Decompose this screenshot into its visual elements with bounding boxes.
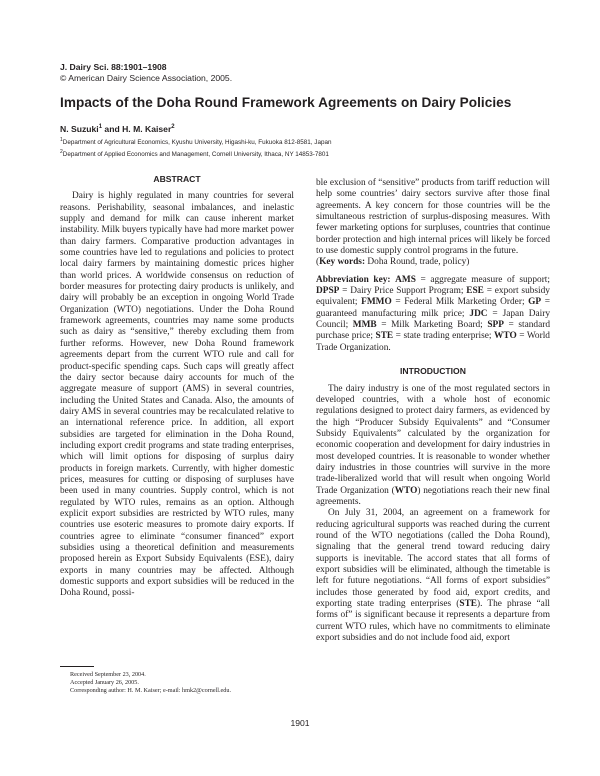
article-title: Impacts of the Doha Round Framework Agreements on Dairy Policies: [60, 95, 512, 110]
abbr-def: export subsidy equivalent: [316, 286, 550, 308]
text-run: ). The phrase “all forms of” is significant because it represents a departure from current WTO rules, which have no commitments to eliminate export subsidies and do not include food aid, export: [316, 599, 551, 644]
corresponding-author: Corresponding author: H. M. Kaiser; e-mail: hmk2@cornell.edu.: [70, 686, 232, 694]
text-run: ) negotiations reach their new final agreements.: [316, 485, 550, 507]
text-run: On July 31, 2004, an agreement on a framework for reducing agricultural supports was reached during the current round of the WTO negotiations (called the Doha Round), signaling that the general trend toward reducing dairy supports is inevitable. The accord states that all forms of export subsidies will be eliminated, although the timetable is left for future negotiations. “All forms of export subsidies” includes those generated by food aid, export credits, and exporting state trading enterprises (: [316, 508, 550, 610]
footnotes: [70, 671, 231, 694]
abbr-def: standard purchase price: [316, 320, 551, 342]
author-affiliation-marker: 2: [171, 124, 175, 131]
abbr-term: FMMO: [361, 297, 392, 308]
abbr-term: SPP: [487, 320, 504, 331]
author-name: N. Suzuki: [60, 124, 99, 134]
abstract-text-right: ble exclusion of “sensitive” products from tariff reduction will help some countries’ dairy sectors survive after those final agreements. A key concern for those countries will be the simultaneous restriction of surplus-disposing measures. With fewer marketing options for surpluses, countries that continue border protection and high internal prices will likely be forced to use domestic supply control programs in the future.: [316, 178, 550, 257]
abbr-def: Dairy Price Support Program: [350, 286, 461, 297]
abstract-text-left: Dairy is highly regulated in many countries for several reasons. Perishability, seasonal imbalances, and inelastic supply and demand for milk can cause inherent market instability. Milk buyers typically have had more market power than dairy farmers. Comparative production advantages in some countries have led to regulations and policies to protect local dairy farmers by maintaining domestic prices higher than world prices. A worldwide consensus on reduction of border measures for protecting dairy products is unlikely, and dairy will probably be an exception in ongoing World Trade Organization (WTO) negotiations. Under the Doha Round framework agreements, countries may name some products such as dairy as “sensitive,” thereby excluding them from further reforms. However, new Doha Round framework agreements depart from the current WTO rule and call for product-specific spending caps. Such caps will greatly affect the dairy sector because dairy accounts for much of the aggregate measure of support (AMS) in several countries, including the United States and Canada. Also, the amounts of dairy AMS in several countries may be recalculated relative to an international reference price. In addition, all export subsidies are targeted for elimination in the Doha Round, including export credit programs and state trading enterprises, which will limit options for disposing of surplus dairy products in foreign markets. Currently, with higher domestic prices, measures for cutting or disposing of surpluses have been used in many countries. Supply control, which is not regulated by WTO rules, remains as an option. Although explicit export subsidies are restricted by WTO rules, many countries use esoteric measures to promote dairy exports. If countries agree to eliminate “consumer financed” export subsidies using a theoretical definition and measurements proposed herein as Export Subsidy Equivalents (ESE), dairy exports in many countries may be affected. Although domestic supports and export subsidies will be reduced in the Doha Round, possi-: [60, 191, 294, 599]
keywords-line: (Key words: Doha Round, trade, policy): [316, 257, 470, 268]
abbr-def: Federal Milk Marketing Order: [404, 297, 522, 308]
right-column: [316, 178, 550, 644]
accepted-date: Accepted January 26, 2005.: [70, 678, 139, 686]
affiliation-text: Department of Agricultural Economics, Kyushu University, Higashi-ku, Fukuoka 812-8581, Japan: [62, 139, 332, 147]
abstract-heading: ABSTRACT: [153, 174, 201, 184]
affiliation-marker: 1: [60, 137, 63, 143]
abbr-term: MMB: [352, 320, 377, 331]
author-joiner: and: [102, 124, 123, 134]
introduction-heading: INTRODUCTION: [400, 366, 466, 377]
abbr-term: JDC: [469, 308, 488, 319]
affiliation-1: [60, 136, 331, 148]
received-date: Received September 23, 2004.: [70, 671, 146, 678]
abbr-term: GP: [528, 297, 542, 308]
abbr-def: Milk Marketing Board: [391, 320, 481, 331]
abbr-term: STE: [459, 599, 478, 610]
keywords-values: Doha Round, trade, policy: [367, 257, 467, 268]
affiliation-marker: 2: [60, 148, 63, 155]
author-affiliation-marker: 1: [98, 124, 103, 131]
page-number: 1901: [290, 718, 310, 728]
text-run: The dairy industry is one of the most regulated sectors in developed countries, with a whole host of economic regulations designed to protect dairy farmers, as evidenced by the high “Producer Subsidy Equivalents” and “Consumer Subsidy Equivalents” calculated by the organization for economic cooperation and development for dairy industries in most developed countries. It is reasonable to wonder whether dairy industries in those countries will survive in the more trade-liberalized world that will result when ongoing World Trade Organization (: [316, 383, 550, 496]
introduction-paragraph-1: [316, 384, 550, 509]
abbr-def: state trading enterprise: [403, 331, 489, 342]
author-list: [60, 124, 175, 134]
abbr-def: guaranteed manufacturing milk price: [316, 308, 462, 319]
introduction-paragraph-2: [316, 508, 550, 644]
journal-citation: J. Dairy Sci. 88:1901–1908: [60, 62, 167, 72]
copyright-line: © American Dairy Science Association, 2005.: [60, 72, 233, 83]
abbr-term: STE: [375, 331, 394, 342]
footnote-divider: [60, 666, 94, 667]
affiliation-text: Department of Applied Economics and Management, Cornell University, Ithaca, NY 14853-7801: [62, 150, 329, 158]
abbr-def: Japan Dairy Council: [316, 308, 551, 331]
abbr-term: DPSP: [316, 286, 340, 297]
abbr-term: WTO: [394, 485, 418, 496]
abbr-def: World Trade Organization: [316, 331, 550, 353]
affiliation-2: [60, 148, 331, 160]
abbr-term: WTO: [494, 331, 517, 342]
abbr-def: aggregate measure of support: [430, 274, 548, 285]
left-column: [60, 174, 294, 600]
abbreviation-key: Abbreviation key: AMS = aggregate measure of support; DPSP = Dairy Price Support Program; ESE = export subsidy equivalent; FMMO = Federal Milk Marketing Order; GP = guaranteed manufacturing milk price; JDC = Japan Dairy Council; MMB = Milk Marketing Board; SPP = standard purchase price; STE = state trading enterprise; WTO = World Trade Organization.: [316, 274, 551, 353]
abbr-term: ESE: [466, 286, 484, 297]
abbreviation-label: Abbreviation key:: [316, 274, 391, 285]
journal-header: [60, 62, 232, 83]
keywords-label: Key words:: [319, 257, 366, 268]
affiliations: [60, 136, 331, 159]
abbr-term: AMS: [395, 274, 416, 285]
author-name: H. M. Kaiser: [122, 124, 172, 134]
